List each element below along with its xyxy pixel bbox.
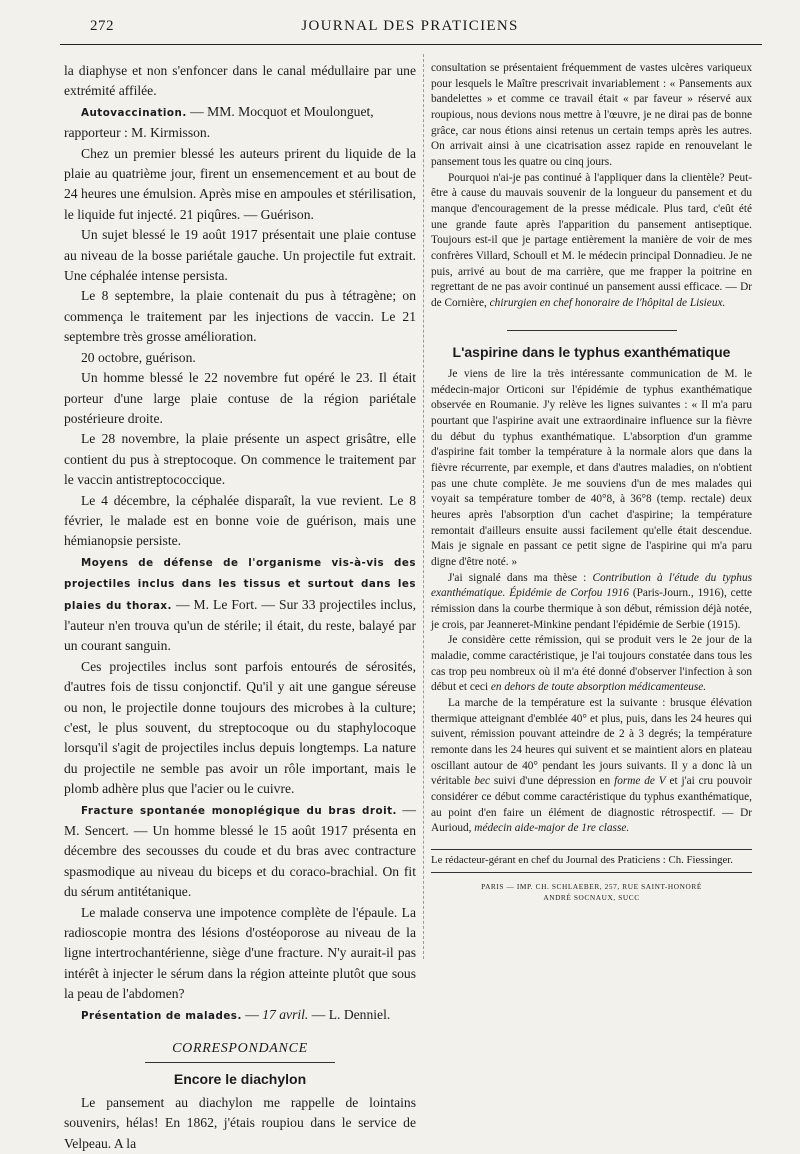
entry-text: — Sur 33 projectiles inclus, l'auteur n'en trouva qu'un de stérile; il était, du reste, balayé par un courant sanguin. xyxy=(64,596,416,654)
section-heading: Fracture spontanée monoplégique du bras droit. xyxy=(81,804,397,817)
separator-rule xyxy=(507,330,677,331)
correspondance-heading: CORRESPONDANCE xyxy=(172,1041,308,1057)
paragraph: Je viens de lire la très intéressante communication de M. le médecin-major Orticoni sur l'épidémie de typhus exanthématique observée en Roumanie. J'y relève les lignes suivantes : « Il m'a paru pourtant que l'aspirine avait une extraordinaire influence sur la fièvre du début du typhus exanthématique. L'absorption d'un gramme d'aspirine fait tomber la température à la normale alors que dans la fièvre récurrente, par exemple, et dans d'autres maladies, on n'obtient pas une chute complète. Je me souviens d'un de mes malades qui voyait sa température tomber de 40°8, à 36°8 (temp. rectale) deux heures après l'absorption d'un cachet d'aspirine; la température remontait d'ailleurs ensuite aussi facilement qu'elle était descendue. Mais je signale en passant ce petit signe de l'aspirine qui m'a paru digne d'être noté. » xyxy=(431,368,752,569)
rapporteur-line: rapporteur : M. Kirmisson. xyxy=(64,125,211,141)
running-header xyxy=(60,18,760,42)
imprint-line: ANDRÉ SOCNAUX, SUCC xyxy=(543,892,640,902)
autovaccination-entry xyxy=(64,102,416,123)
correspondance-rule xyxy=(145,1062,335,1063)
imprint-line: PARIS — IMP. CH. SCHLAEBER, 257, RUE SAINT-HONORÉ xyxy=(481,881,702,891)
header-rule xyxy=(60,44,762,45)
paragraph-text: La marche de la température est la suivante : brusque élévation thermique atteignant d'emblée 40° et plus, puis, dans les 24 heures qui suivent, rémission pouvant atteindre de 2 à 3 degrés; la température remonte dans les 24 heures qui suivent et se maintient alors en plateau oscillant autour de 40° pendant les jours suivants. Il y a donc là un véritable xyxy=(431,696,752,788)
entry-text: — Un homme blessé le 15 août 1917 présenta en décembre des secousses du coude et du bras avec contracture spasmodique au niveau du biceps et du coraco-brachial. On fit du sérum antitétanique. xyxy=(64,823,416,900)
fracture-entry xyxy=(64,800,416,903)
moyens-de-defense-entry xyxy=(64,552,416,657)
emphasis: bec xyxy=(474,775,491,788)
paragraph: Le 28 novembre, la plaie présente un aspect grisâtre, elle contient du pus à streptocoque. On commence le traitement par le vaccin antistreptococcique. xyxy=(64,431,416,488)
paragraph-text: (Paris-Journ., 1916), cette rémission dans la courbe thermique à son début, rémission déjà notée, je crois, par Jeanneret-Minkine pendant l'épidémie de Serbie (1915). xyxy=(431,587,752,631)
journal-title: JOURNAL DES PRATICIENS xyxy=(301,18,519,34)
thesis-title: Contribution à l'étude du typhus exanthématique. Épidémie de Corfou 1916 xyxy=(431,571,752,600)
article-title: Encore le diachylon xyxy=(173,1070,307,1087)
page-number: 272 xyxy=(90,18,114,34)
signature: — Dr de Cornière, xyxy=(431,281,752,309)
paragraph: Le 4 décembre, la céphalée disparaît, la vue revient. Le 8 février, le malade est en bonne voie de guérison, mais une hémianopsie persiste. xyxy=(64,492,416,549)
section-heading: Autovaccination. xyxy=(81,106,187,119)
dash: — xyxy=(241,1006,263,1022)
paragraph: Le pansement au diachylon me rappelle de lointains souvenirs, hélas! En 1862, j'étais roupiou dans le service de Velpeau. A la xyxy=(64,1094,416,1151)
paragraph: consultation se présentaient fréquemment de vastes ulcères variqueux pour lesquels le Maître prescrivait invariablement : « Pansements aux bandelettes » et comme ce travail était « par faveur » réservé aux roupious, nous devions nous mettre à l'œuvre, je ne dirai pas de bonne grâce, car nous étions ainsi retenus un certain temps après les autres. On arrivait ainsi à une cicatrisation assez rapide en renouvelant le pansement tous les quatre ou cinq jours. xyxy=(431,62,752,168)
footer-rule xyxy=(431,872,752,873)
paragraph-text: Pourquoi n'ai-je pas continué à l'appliquer dans la clientèle? Peut-être à cause du mauvais souvenir de la longueur du pansement et du manque d'encouragement de la presse médicale. Plus tard, c'eût été une grande faute après l'apparition du pansement antiseptique. Toujours est-il que je partage entièrement la manière de voir de mes confrères Villard, Schoull et M. le médecin principal Donnadieu. Je ne puis, arrivé au bout de ma carrière, que me frapper la poitrine en regrettant de ne pas avoir continué un pansement aussi efficace. xyxy=(431,171,752,294)
paragraph: Chez un premier blessé les auteurs prirent du liquide de la plaie au quatrième jour, firent un ensemencement et au bout de 24 heures une émulsion. Après mise en ampoules et stérilisation, le liquide fut injecté. 21 piqûres. — Guérison. xyxy=(64,145,416,222)
column-divider xyxy=(423,54,424,959)
paragraph: Un sujet blessé le 19 août 1917 présentait une plaie contuse au niveau de la bosse pariétale gauche. Un projectile fut extrait. Une céphalée intense persista. xyxy=(64,227,416,284)
section-heading: Présentation de malades. xyxy=(81,1009,242,1022)
footer-rule xyxy=(431,849,752,850)
right-column xyxy=(431,61,752,903)
emphasis: forme de V xyxy=(614,775,666,788)
paragraph: Ces projectiles inclus sont parfois entourés de sérosités, d'autres fois de tissu conjonctif. Qu'il y ait une gangue séreuse ou non, le projectile donne toujours des microbes à la culture; c'est, le plus souvent, du streptocoque ou du staphylocoque lorsqu'il s'agit de projectiles inclus depuis longtemps. La nature du projectile ne semble pas avoir un rôle important, mais le plomb adhère plus que l'acier ou le cuivre. xyxy=(64,658,416,797)
left-column xyxy=(64,61,416,1154)
paragraph: Le 8 septembre, la plaie contenait du pus à tétragène; on commença le traitement par les injections de vaccin. Le 21 septembre très grosse amélioration. xyxy=(64,288,416,345)
entry-author: — L. Denniel. xyxy=(308,1006,391,1022)
paragraph xyxy=(431,171,752,312)
paragraph-text: Je considère cette rémission, qui se produit vers le 2e jour de la maladie, comme caractéristique, je l'ai toujours constatée dans tous les cas trop peu nombreux où il m'a été donné d'observer l'infection à son début et ceci xyxy=(431,634,752,694)
paragraph: Le malade conserva une impotence complète de l'épaule. La radioscopie montra des lésions d'ostéoporose au niveau de la ligne intertrochantérienne, siège d'une fracture. N'y aurait-il pas intérêt à injecter le sérum dans la région atteinte plutôt que sous la peau de l'abdomen? xyxy=(64,904,416,1002)
redacteur-line: Le rédacteur-gérant en chef du Journal des Praticiens : Ch. Fiessinger. xyxy=(431,853,733,866)
signature-title: chirurgien en chef honoraire de l'hôpital de Lisieux. xyxy=(486,296,726,309)
signature: — Dr Aurioud, xyxy=(431,806,752,835)
entry-author: — M. Le Fort. xyxy=(171,596,258,612)
paragraph: Un homme blessé le 22 novembre fut opéré le 23. Il était porteur d'une large plaie contuse de la région pariétale postérieure droite. xyxy=(64,370,416,426)
paragraph xyxy=(431,696,752,837)
section-heading: Moyens de défense de l'organisme vis-à-vis des projectiles inclus dans les tissus et surtout dans les plaies du thorax. xyxy=(64,556,416,612)
presentation-date: 17 avril. xyxy=(262,1006,309,1022)
paragraph xyxy=(431,633,752,696)
imprint xyxy=(431,881,752,903)
article-title: L'aspirine dans le typhus exanthématique xyxy=(452,343,731,360)
entry-author: — M. Sencert. xyxy=(64,801,416,839)
signature-title: médecin aide-major de 1re classe. xyxy=(471,822,630,835)
entry-authors: — MM. Mocquot et Moulonguet, xyxy=(186,103,374,119)
paragraph-text: J'ai signalé dans ma thèse : xyxy=(448,571,593,584)
paragraph xyxy=(431,571,752,634)
paragraph: la diaphyse et non s'enfoncer dans le canal médullaire par une extrémité affilée. xyxy=(64,63,416,99)
emphasis: en dehors de toute absorption médicamenteuse. xyxy=(490,681,707,694)
paragraph-text: et j'ai cru pouvoir considérer ce début comme caractéristique du typhus exanthématique, au point d'en faire un élément de diagnostic rétrospectif. xyxy=(431,775,752,819)
paragraph: 20 octobre, guérison. xyxy=(81,349,196,365)
paragraph-text: suivi d'une dépression en xyxy=(490,775,615,788)
presentation-entry xyxy=(64,1005,416,1026)
